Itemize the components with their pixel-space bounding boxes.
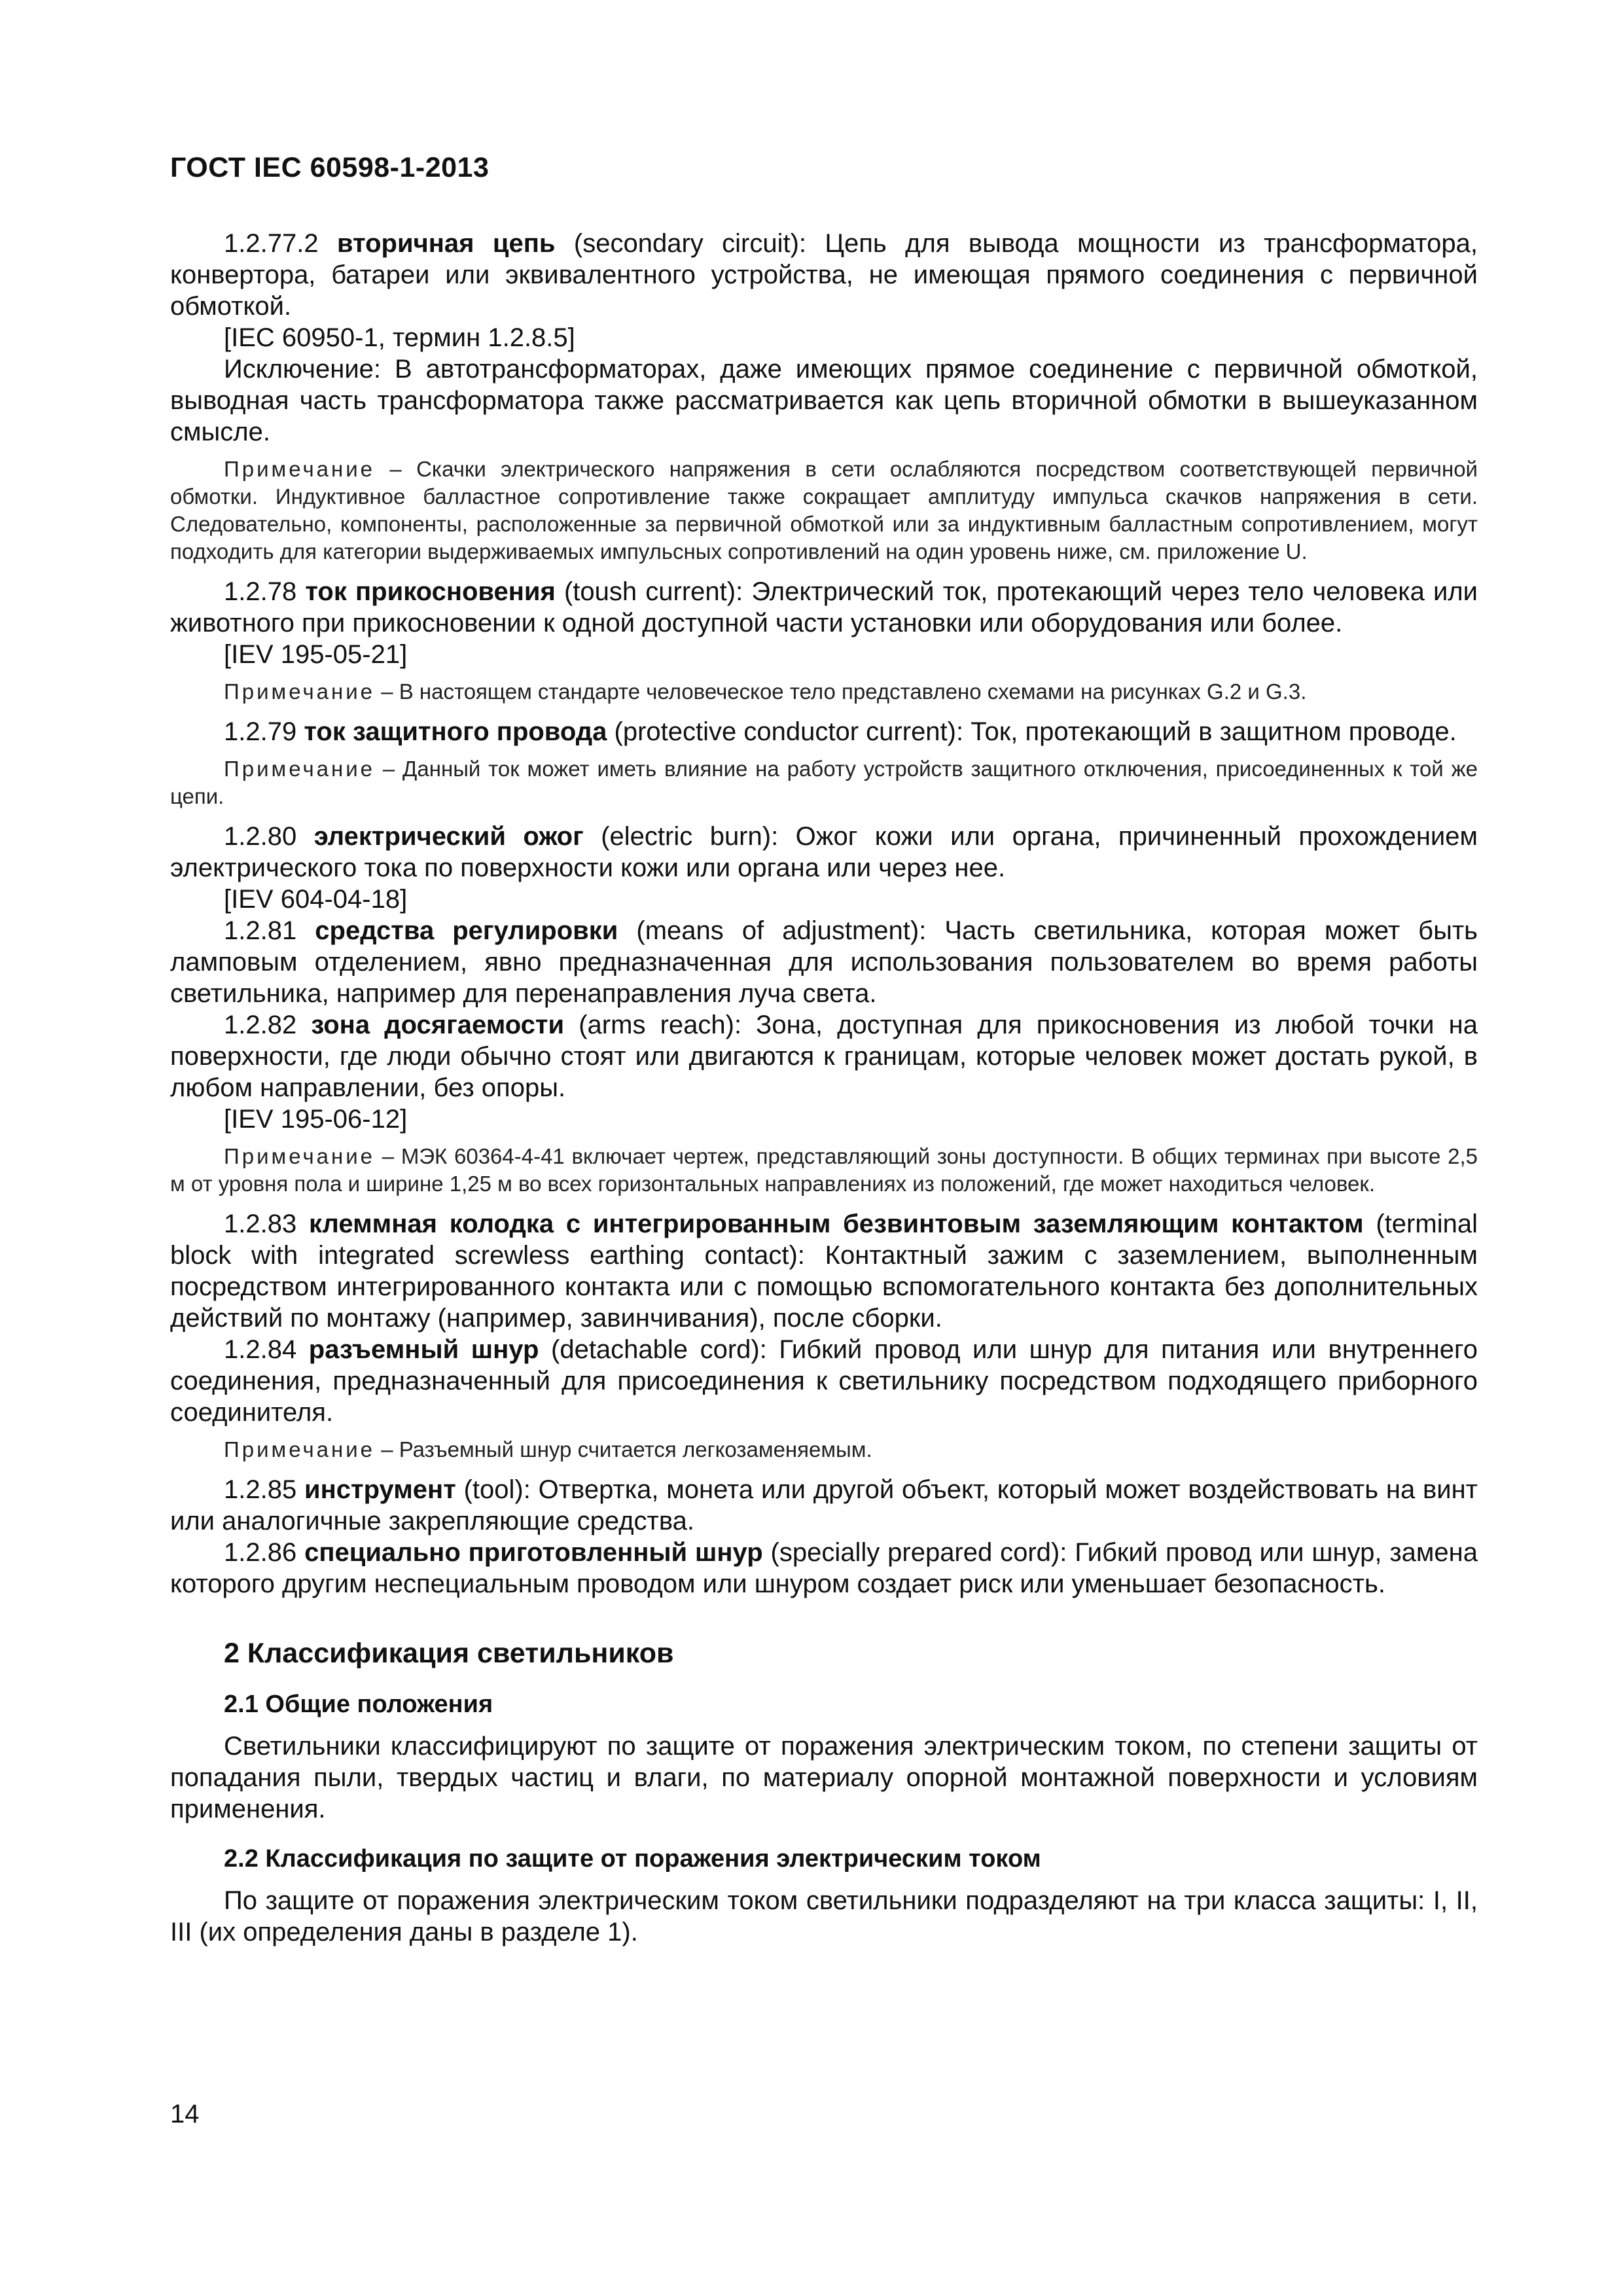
term-number: 1.2.84: [224, 1335, 297, 1364]
body-paragraph: По защите от поражения электрическим током светильники подразделяют на три класса защиты: I, II, III (их определения даны в разделе 1).: [170, 1886, 1478, 1946]
note-label: Примечание: [224, 679, 376, 704]
note-label: Примечание: [224, 1437, 376, 1462]
term-name: электрический ожог: [313, 822, 584, 851]
standard-header: ГОСТ IEC 60598-1-2013: [170, 152, 490, 183]
term-definition: (electric burn): Ожог кожи или органа, причиненный прохождением электрического тока по поверхности кожи или органа или через нее.: [170, 822, 1478, 882]
note: [170, 456, 1478, 565]
term-name: специально приготовленный шнур: [304, 1538, 763, 1567]
term-name: вторичная цепь: [336, 229, 556, 258]
term-paragraph: [170, 228, 1478, 322]
term-definition: (arms reach): Зона, доступная для прикосновения из любой точки на поверхности, где люди обычно стоят или двигаются к границам, которые человек может достать рукой, в любом направлении, без опоры.: [170, 1011, 1478, 1102]
term-definition: (specially prepared cord): Гибкий провод или шнур, замена которого другим неспециальным проводом или шнуром создает риск или уменьшает безопасность.: [170, 1538, 1478, 1598]
page-number: 14: [170, 2100, 200, 2128]
term-definition: (toush current): Электрический ток, протекающий через тело человека или животного при прикосновении к одной доступной части установки или оборудования или более.: [170, 577, 1478, 637]
term-definition: (detachable cord): Гибкий провод или шнур для питания или внутреннего соединения, предназначенный для присоединения к светильнику посредством подходящего приборного соединителя.: [170, 1335, 1478, 1427]
term-name: средства регулировки: [315, 916, 618, 945]
term-number: 1.2.81: [224, 916, 297, 945]
term-number: 1.2.85: [224, 1475, 297, 1504]
note-text: – В настоящем стандарте человеческое тело представлено схемами на рисунках G.2 и G.3.: [381, 679, 1307, 704]
term-definition: (terminal block with integrated screwless earthing contact): Контактный зажим с заземлением, выполненным посредством интегрированного контакта или с помощью вспомогательного контакта без дополнительных действий по монтажу (например, завинчивания), после сборки.: [170, 1210, 1478, 1333]
term-paragraph: [170, 821, 1478, 884]
term-number: 1.2.78: [224, 577, 297, 606]
term-reference: [IEV 195-06-12]: [224, 1105, 408, 1134]
term-paragraph: [170, 1208, 1478, 1334]
term-number: 1.2.79: [224, 717, 297, 746]
term-number: 1.2.86: [224, 1538, 297, 1567]
page-content: [170, 228, 1478, 1948]
note: [170, 1436, 1478, 1463]
term-number: 1.2.82: [224, 1011, 297, 1039]
term-reference: [IEV 195-05-21]: [224, 640, 408, 669]
term-definition: (means of adjustment): Часть светильника, которая может быть ламповым отделением, явно предназначенная для использования пользователем во время работы светильника, например для перенаправления луча света.: [170, 916, 1478, 1008]
note: [170, 755, 1478, 810]
term-number: 1.2.83: [224, 1210, 297, 1238]
note: [170, 678, 1478, 706]
term-name: инструмент: [304, 1475, 456, 1504]
note-text: – Разъемный шнур считается легкозаменяемым.: [381, 1437, 872, 1462]
term-paragraph: [170, 1334, 1478, 1428]
term-paragraph: [170, 1474, 1478, 1537]
subsection-heading: 2.1 Общие положения: [224, 1691, 493, 1718]
section-heading: 2 Классификация светильников: [224, 1638, 674, 1669]
term-exception: Исключение: В автотрансформаторах, даже имеющих прямое соединение с первичной обмоткой, выводная часть трансформатора также рассматривается как цепь вторичной обмотки в вышеуказанном смысле.: [170, 355, 1478, 446]
note-text: – Данный ток может иметь влияние на работу устройств защитного отключения, присоединенных к той же цепи.: [170, 757, 1478, 808]
term-paragraph: [170, 1009, 1478, 1103]
term-name: клеммная колодка с интегрированным безвинтовым заземляющим контактом: [308, 1210, 1364, 1238]
term-name: разъемный шнур: [308, 1335, 539, 1364]
term-paragraph: [170, 1537, 1478, 1600]
body-paragraph: Светильники классифицируют по защите от поражения электрическим током, по степени защиты от попадания пыли, твердых частиц и влаги, по материалу опорной монтажной поверхности и условиям применения.: [170, 1732, 1478, 1823]
term-paragraph: [170, 915, 1478, 1009]
term-name: зона досягаемости: [311, 1011, 565, 1039]
note-label: Примечание: [224, 457, 376, 481]
term-reference: [IEV 604-04-18]: [224, 885, 408, 914]
note-text: – МЭК 60364-4-41 включает чертеж, представляющий зоны доступности. В общих терминах при высоте 2,5 м от уровня пола и ширине 1,25 м во всех горизонтальных направлениях из положений, где может находиться человек.: [170, 1144, 1478, 1196]
term-paragraph: [170, 576, 1478, 639]
term-paragraph: [170, 716, 1478, 747]
subsection-heading: 2.2 Классификация по защите от поражения электрическим током: [224, 1845, 1041, 1873]
note-label: Примечание: [224, 757, 376, 781]
term-number: 1.2.80: [224, 822, 297, 851]
note-label: Примечание: [224, 1144, 376, 1168]
term-reference: [IEC 60950-1, термин 1.2.8.5]: [224, 323, 575, 352]
term-name: ток защитного провода: [304, 717, 607, 746]
term-number: 1.2.77.2: [224, 229, 319, 258]
term-definition: (tool): Отвертка, монета или другой объект, который может воздействовать на винт или аналогичные закрепляющие средства.: [170, 1475, 1478, 1535]
note: [170, 1143, 1478, 1198]
term-definition: (protective conductor current): Ток, протекающий в защитном проводе.: [614, 717, 1457, 746]
term-name: ток прикосновения: [305, 577, 556, 606]
note-text: – Скачки электрического напряжения в сети ослабляются посредством соответствующей первичной обмотки. Индуктивное балластное сопротивление также сокращает амплитуду импульса скачков напряжения в сети. Следовательно, компоненты, расположенные за первичной обмоткой или за индуктивным балластным сопротивлением, могут подходить для категории выдерживаемых импульсных сопротивлений на один уровень ниже, см. приложение U.: [170, 457, 1478, 564]
term-definition: (secondary circuit): Цепь для вывода мощности из трансформатора, конвертора, батареи или эквивалентного устройства, не имеющая прямого соединения с первичной обмоткой.: [170, 229, 1478, 321]
